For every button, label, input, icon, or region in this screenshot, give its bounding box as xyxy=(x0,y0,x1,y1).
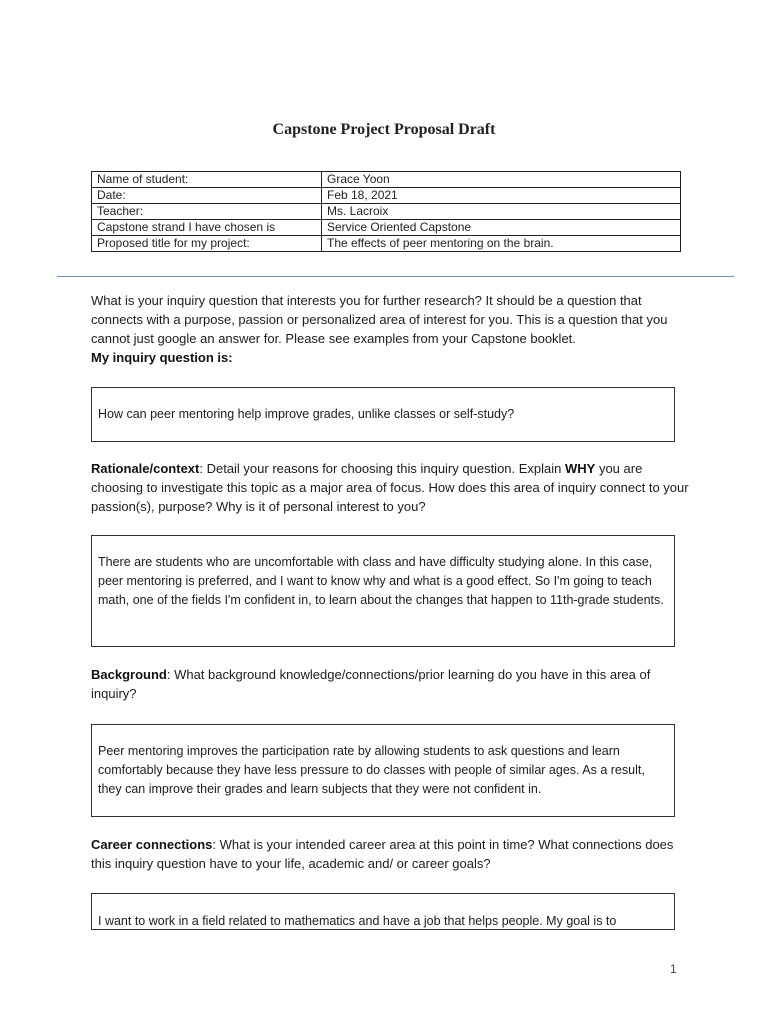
table-row xyxy=(92,220,681,236)
inquiry-label: My inquiry question is: xyxy=(91,350,233,365)
inquiry-answer: How can peer mentoring help improve grades, unlike classes or self-study? xyxy=(98,407,515,421)
background-section xyxy=(91,665,691,703)
career-answer-box[interactable] xyxy=(91,893,675,930)
background-heading: Background xyxy=(91,667,167,682)
section-divider xyxy=(57,276,734,277)
info-value: Grace Yoon xyxy=(322,172,681,188)
rationale-prompt-a: : Detail your reasons for choosing this inquiry question. Explain xyxy=(199,461,565,476)
background-prompt: : What background knowledge/connections/prior learning do you have in this area of inquiry? xyxy=(91,667,651,701)
page-number: 1 xyxy=(670,962,677,976)
info-value: Feb 18, 2021 xyxy=(322,188,681,204)
table-row xyxy=(92,204,681,220)
rationale-heading: Rationale/context xyxy=(91,461,200,476)
career-prompt: : What is your intended career area at this point in time? What connections does this inquiry question have to your life, academic and/ or career goals? xyxy=(91,837,674,871)
table-row xyxy=(92,236,681,252)
rationale-prompt-b: you are choosing to investigate this topic as a major area of focus. How does this area of inquiry connect to your passion(s), purpose? Why is it of personal interest to you? xyxy=(91,461,689,514)
career-answer: I want to work in a field related to mathematics and have a job that helps people. My goal is to xyxy=(98,914,617,928)
table-row xyxy=(92,172,681,188)
info-label: Teacher: xyxy=(92,204,322,220)
inquiry-section xyxy=(91,291,691,367)
student-info-table xyxy=(91,171,681,252)
info-label: Name of student: xyxy=(92,172,322,188)
inquiry-answer-box[interactable] xyxy=(91,387,675,442)
career-section xyxy=(91,835,691,873)
document-title: Capstone Project Proposal Draft xyxy=(272,121,496,138)
rationale-answer: There are students who are uncomfortable with class and have difficulty studying alone. In this case, peer mentoring is preferred, and I want to know why and what is a good effect. So I'm going to teach math, one of the fields I'm confident in, to learn about the changes that happen to 11th-grade students. xyxy=(98,555,664,607)
info-value: The effects of peer mentoring on the brain. xyxy=(322,236,681,252)
rationale-answer-box[interactable] xyxy=(91,535,675,647)
info-label: Proposed title for my project: xyxy=(92,236,322,252)
career-heading: Career connections xyxy=(91,837,213,852)
background-answer-box[interactable] xyxy=(91,724,675,817)
info-label: Capstone strand I have chosen is xyxy=(92,220,322,236)
info-value: Ms. Lacroix xyxy=(322,204,681,220)
rationale-emphasis: WHY xyxy=(565,461,596,476)
inquiry-prompt: What is your inquiry question that interests you for further research? It should be a question that connects with a purpose, passion or personalized area of interest for you. This is a question that you cannot just google an answer for. Please see examples from your Capstone booklet. xyxy=(91,293,668,346)
info-value: Service Oriented Capstone xyxy=(322,220,681,236)
rationale-section xyxy=(91,459,691,516)
background-answer: Peer mentoring improves the participation rate by allowing students to ask questions and learn comfortably because they have less pressure to do classes with people of similar ages. As a result, they can improve their grades and learn subjects that they were not confident in. xyxy=(98,744,645,796)
info-label: Date: xyxy=(92,188,322,204)
table-row xyxy=(92,188,681,204)
